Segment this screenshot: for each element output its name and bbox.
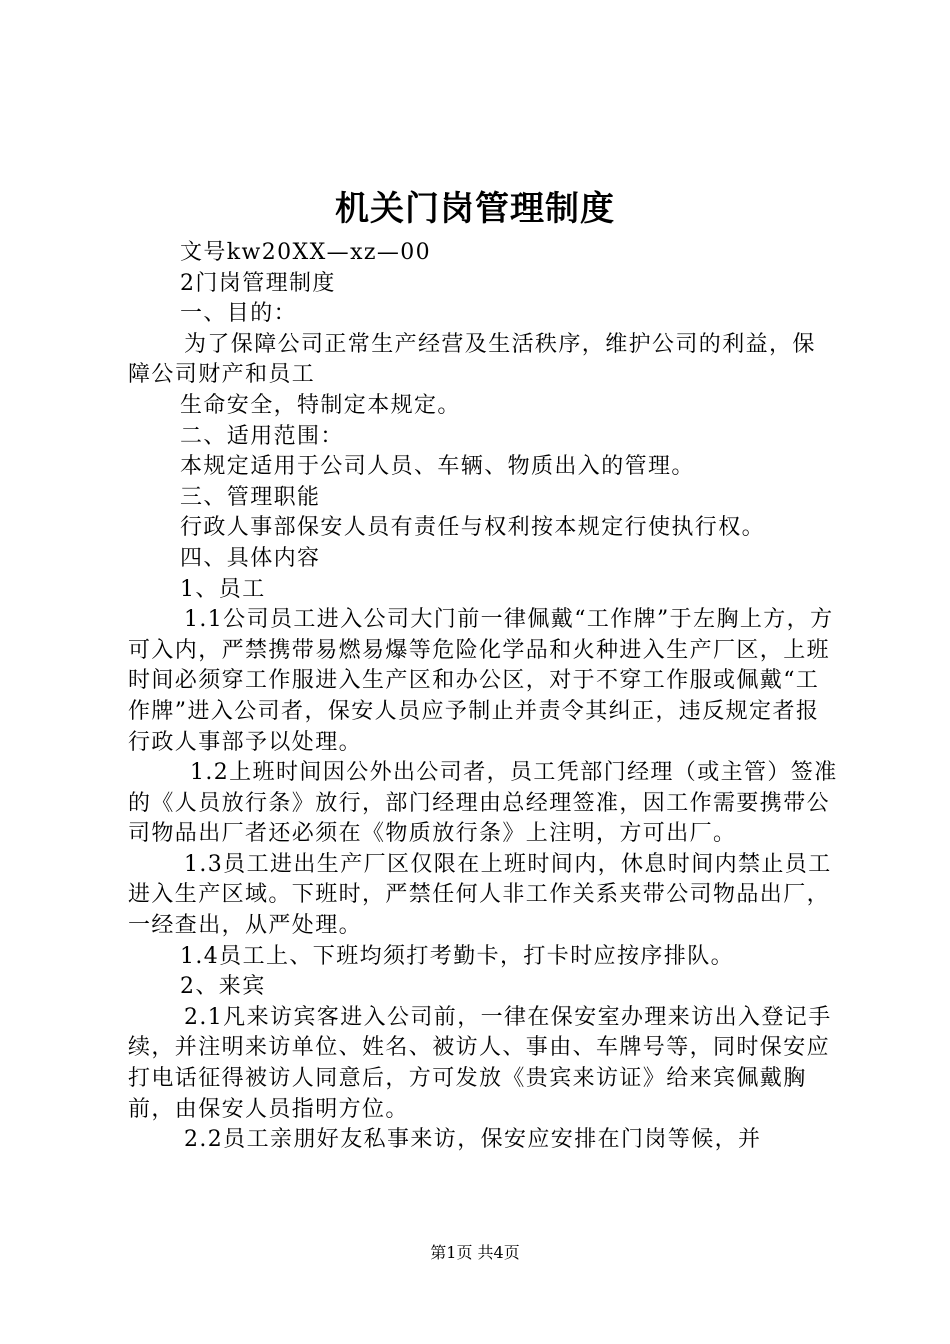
section-heading: 二、适用范围： <box>180 423 344 449</box>
document-body <box>128 238 838 1156</box>
page-footer: 第1页 共4页 <box>430 1243 520 1262</box>
paragraph: 1.2上班时间因公外出公司者，员工凭部门经理（或主管）签准的《人员放行条》放行，部门经理由总经理签准，因工作需要携带公司物品出厂者还必须在《物质放行条》上注明，方可出厂。 <box>128 760 838 847</box>
section-heading: 2门岗管理制度 <box>180 270 336 296</box>
section-heading: 一、目的： <box>180 301 298 327</box>
section-heading: 三、管理职能 <box>180 484 321 510</box>
paragraph: 1.3员工进出生产厂区仅限在上班时间内，休息时间内禁止员工进入生产区域。下班时，严禁任何人非工作关系夹带公司物品出厂，一经查出，从严处理。 <box>128 851 832 939</box>
section-heading: 四、具体内容 <box>180 545 321 571</box>
subsection-heading: 1、员工 <box>180 576 266 602</box>
document-title: 机关门岗管理制度 <box>335 189 615 229</box>
paragraph: 1.1公司员工进入公司大门前一律佩戴“工作牌”于左胸上方，方可入内，严禁携带易燃易爆等危险化学品和火种进入生产厂区，上班时间必须穿工作服进入生产区和办公区，对于不穿工作服或佩戴“工作牌”进入公司者，保安人员应予制止并责令其纠正，违反规定者报行政人事部予以处理。 <box>128 607 834 755</box>
paragraph: 行政人事部保安人员有责任与权利按本规定行使执行权。 <box>180 515 766 541</box>
subsection-heading: 2、来宾 <box>180 974 266 1000</box>
paragraph: 生命安全，特制定本规定。 <box>180 392 461 418</box>
paragraph: 1.4员工上、下班均须打考勤卡，打卡时应按序排队。 <box>180 943 734 969</box>
paragraph: 为了保障公司正常生产经营及生活秩序，维护公司的利益，保障公司财产和员工 <box>128 331 816 388</box>
paragraph: 本规定适用于公司人员、车辆、物质出入的管理。 <box>180 454 695 480</box>
doc-number: 文号kw20XX—xz—00 <box>180 240 432 265</box>
paragraph: 2.1凡来访宾客进入公司前，一律在保安室办理来访出入登记手续，并注明来访单位、姓名、被访人、事由、车牌号等，同时保安应打电话征得被访人同意后，方可发放《贵宾来访证》给来宾佩戴胸前，由保安人员指明方位。 <box>128 1004 832 1122</box>
paragraph: 2.2员工亲朋好友私事来访，保安应安排在门岗等候，并 <box>184 1127 762 1153</box>
